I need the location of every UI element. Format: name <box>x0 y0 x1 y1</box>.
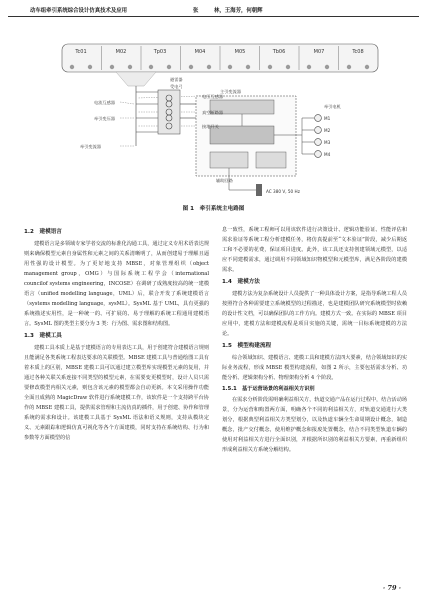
motor-id-label: M3 <box>324 140 331 145</box>
body-paragraph: 在需求分析阶段需明确利益相关方，轨道交通产品在运行过程中，结合活动场景，分为运营和购置两方面，明确各个不同的利益相关方，对轨道交通进行大类划分，根据典型利益相关方类型划分，以及轨道车辆全生命周期设计概念，制造概念，批产交付概念，使用维护概念和报废处置概念，结合不同类型轨道车辆的使用对利益相关方进行全面识别，并根据所识别的利益相关方要素，再重新组织形成利益相关方系统分解结构。 <box>222 397 407 453</box>
aux-block <box>210 152 248 168</box>
page-number: · 79 · <box>382 584 401 592</box>
journal-title: 动车组牵引系统综合设计仿真技术及应用 <box>30 8 128 14</box>
motor-id-label: M4 <box>324 152 331 157</box>
car-label: Tc08 <box>352 49 364 55</box>
figure-caption: 图 1 牵引系统主电路图 <box>182 206 245 212</box>
subsection-heading: 1.5.1 基于运营场景的利益相关方识别 <box>222 386 315 392</box>
filter-block <box>256 152 286 168</box>
car-label: M04 <box>194 49 206 55</box>
ac-supply-label: AC 380 V, 50 Hz <box>266 189 300 194</box>
section-heading: 1.3 建模工具 <box>24 333 62 339</box>
traction-motors <box>315 115 322 158</box>
running-header <box>0 0 427 20</box>
section-heading: 1.2 建模语言 <box>24 229 62 235</box>
converter-box-label: 主引变流器 <box>220 89 241 94</box>
author-prefix: 张 <box>193 8 199 14</box>
lightning-arrester-label: 避雷器 <box>170 77 183 82</box>
car-label: Tp03 <box>153 49 167 55</box>
car-label: M07 <box>313 49 325 55</box>
motor-id-label: M2 <box>324 128 331 133</box>
traction-motor-label: 牵引电机 <box>324 104 341 109</box>
body-paragraph: 综合领域知识、建模语言、建模工具和建模方法四大要素，结合领域知识的实际业务流程，形成 MBSE 模型构建流程，如图 2 所示，主要包括需求分析、功能分析、逻辑架构分析、物理架构分析 4 个阶段。 <box>222 355 407 381</box>
right-column <box>222 225 407 456</box>
left-column <box>24 225 209 444</box>
car-label: Tb06 <box>272 49 286 55</box>
body-paragraph: 建模工具本质上是基于建模语言的专用表达工具，用于创建符合建模语言规则且能满足各类系统工程表达要求的关联模型。MBSE 建模工具与普通绘图工具有着本质上的区别，MBSE 建模工具可以通过建立模型库实现模型元素的复用，并通过各种关联关系连接不同类型的模型元素，在需要变更模型时，设计人员只需要修改模型内相关元素，则包含该元素的模型都会自动更新。本文采用操作功能全面且成熟的 MagicDraw 软件进行系统建模工作，该软件是一个支持跨平台协作的 MBSE 建模工具，提供需求管理和主流仿真的插件，用于创建、协作和管理系统的需求和设计。该建模工具基于 SysML 语法和语义规则，支持从模块定义、元素跟踪和逻辑仿真可视化等各个方面建模，同时支持在系统结构、行为和参数等方面模型的信 <box>24 345 209 441</box>
ac-supply-terminal <box>256 184 262 196</box>
ground-switch-label: 接地开关 <box>202 124 219 129</box>
vacuum-breaker-label: 真空断路器 <box>202 110 223 115</box>
traction-converter-label: 牵引变流器 <box>80 144 101 149</box>
traction-circuit-diagram <box>60 42 380 200</box>
aux-circuit-label: 辅助回路 <box>216 178 233 183</box>
motor-id-label: M1 <box>324 116 331 121</box>
body-paragraph: 建模方法为复杂系统设计人员提供了一种具体设计方案，是指导系统工程人员按照符合各种需要建立系统模型的过程描述，也是建模团队研究系统模型时依赖的设计性文档，可以确保团队的工作方向。建模方式一致。在实际的 MBSE 项目应用中，建模方法和建模流程是项目实施的关键，需统一目标系统建模的方法论。 <box>222 291 407 337</box>
header-rule <box>8 16 419 17</box>
figure-1 <box>60 42 380 200</box>
voltage-transformer-label: 电压互感器 <box>202 94 223 99</box>
section-heading: 1.5 模型构建流程 <box>222 343 272 349</box>
car-label: M02 <box>115 49 127 55</box>
section-heading: 1.4 建模方法 <box>222 279 260 285</box>
current-transformer-label: 电流互感器 <box>94 100 115 105</box>
traction-transformer-label: 牵引变压器 <box>94 116 115 121</box>
car-label: Tc01 <box>75 49 87 55</box>
body-paragraph: 建模语言是多领域专家学者交流的标准化沟通工具，通过定义专用术语表达规则来确保模型元素自身属性和元素之间的关系清晰明了，从而创建易于理解且逼用性强的设计模型。为了更好地支持 MBSE，对象管理组织（object management group，OMG）与国际系统工程学会（international councilof systems engineering，INCOSE）在调研了成熟度较高的统一建模语言（unified modelling language，UML）后，联合开发了系统建模语言（systems modelling language，sysML）。SysML 基于 UML，具有更强的系统描述实用性，是一种统一的、可扩展的、易于理解的系统工程通用建模语言。SysML 图的类型主要分为 3 类：行为图、需求图和结构图。 <box>24 241 209 327</box>
inverter-block <box>210 126 274 144</box>
pantograph-label: 受电弓 <box>170 84 183 89</box>
body-paragraph: 息一致性，系统工程师可以用该软件进行决策设计、逻辑功能验证、性能评估和需求验证等系统工程分析建模任务，将仿真提前至“文本验证”阶段，减少后期返工和不必要的花费，保证项目进度。此外，该工具还支持创建领域元模型，以适应不同建模需求，通过调用不同领域知识物模型和元模型库，满足各阶段的建模需求。 <box>222 227 407 273</box>
traction-transformer-block <box>158 90 180 134</box>
author-names: 林，王海芳，何朝辉 <box>214 8 263 14</box>
car-label: M05 <box>234 49 246 55</box>
zoom-callout <box>116 72 156 86</box>
